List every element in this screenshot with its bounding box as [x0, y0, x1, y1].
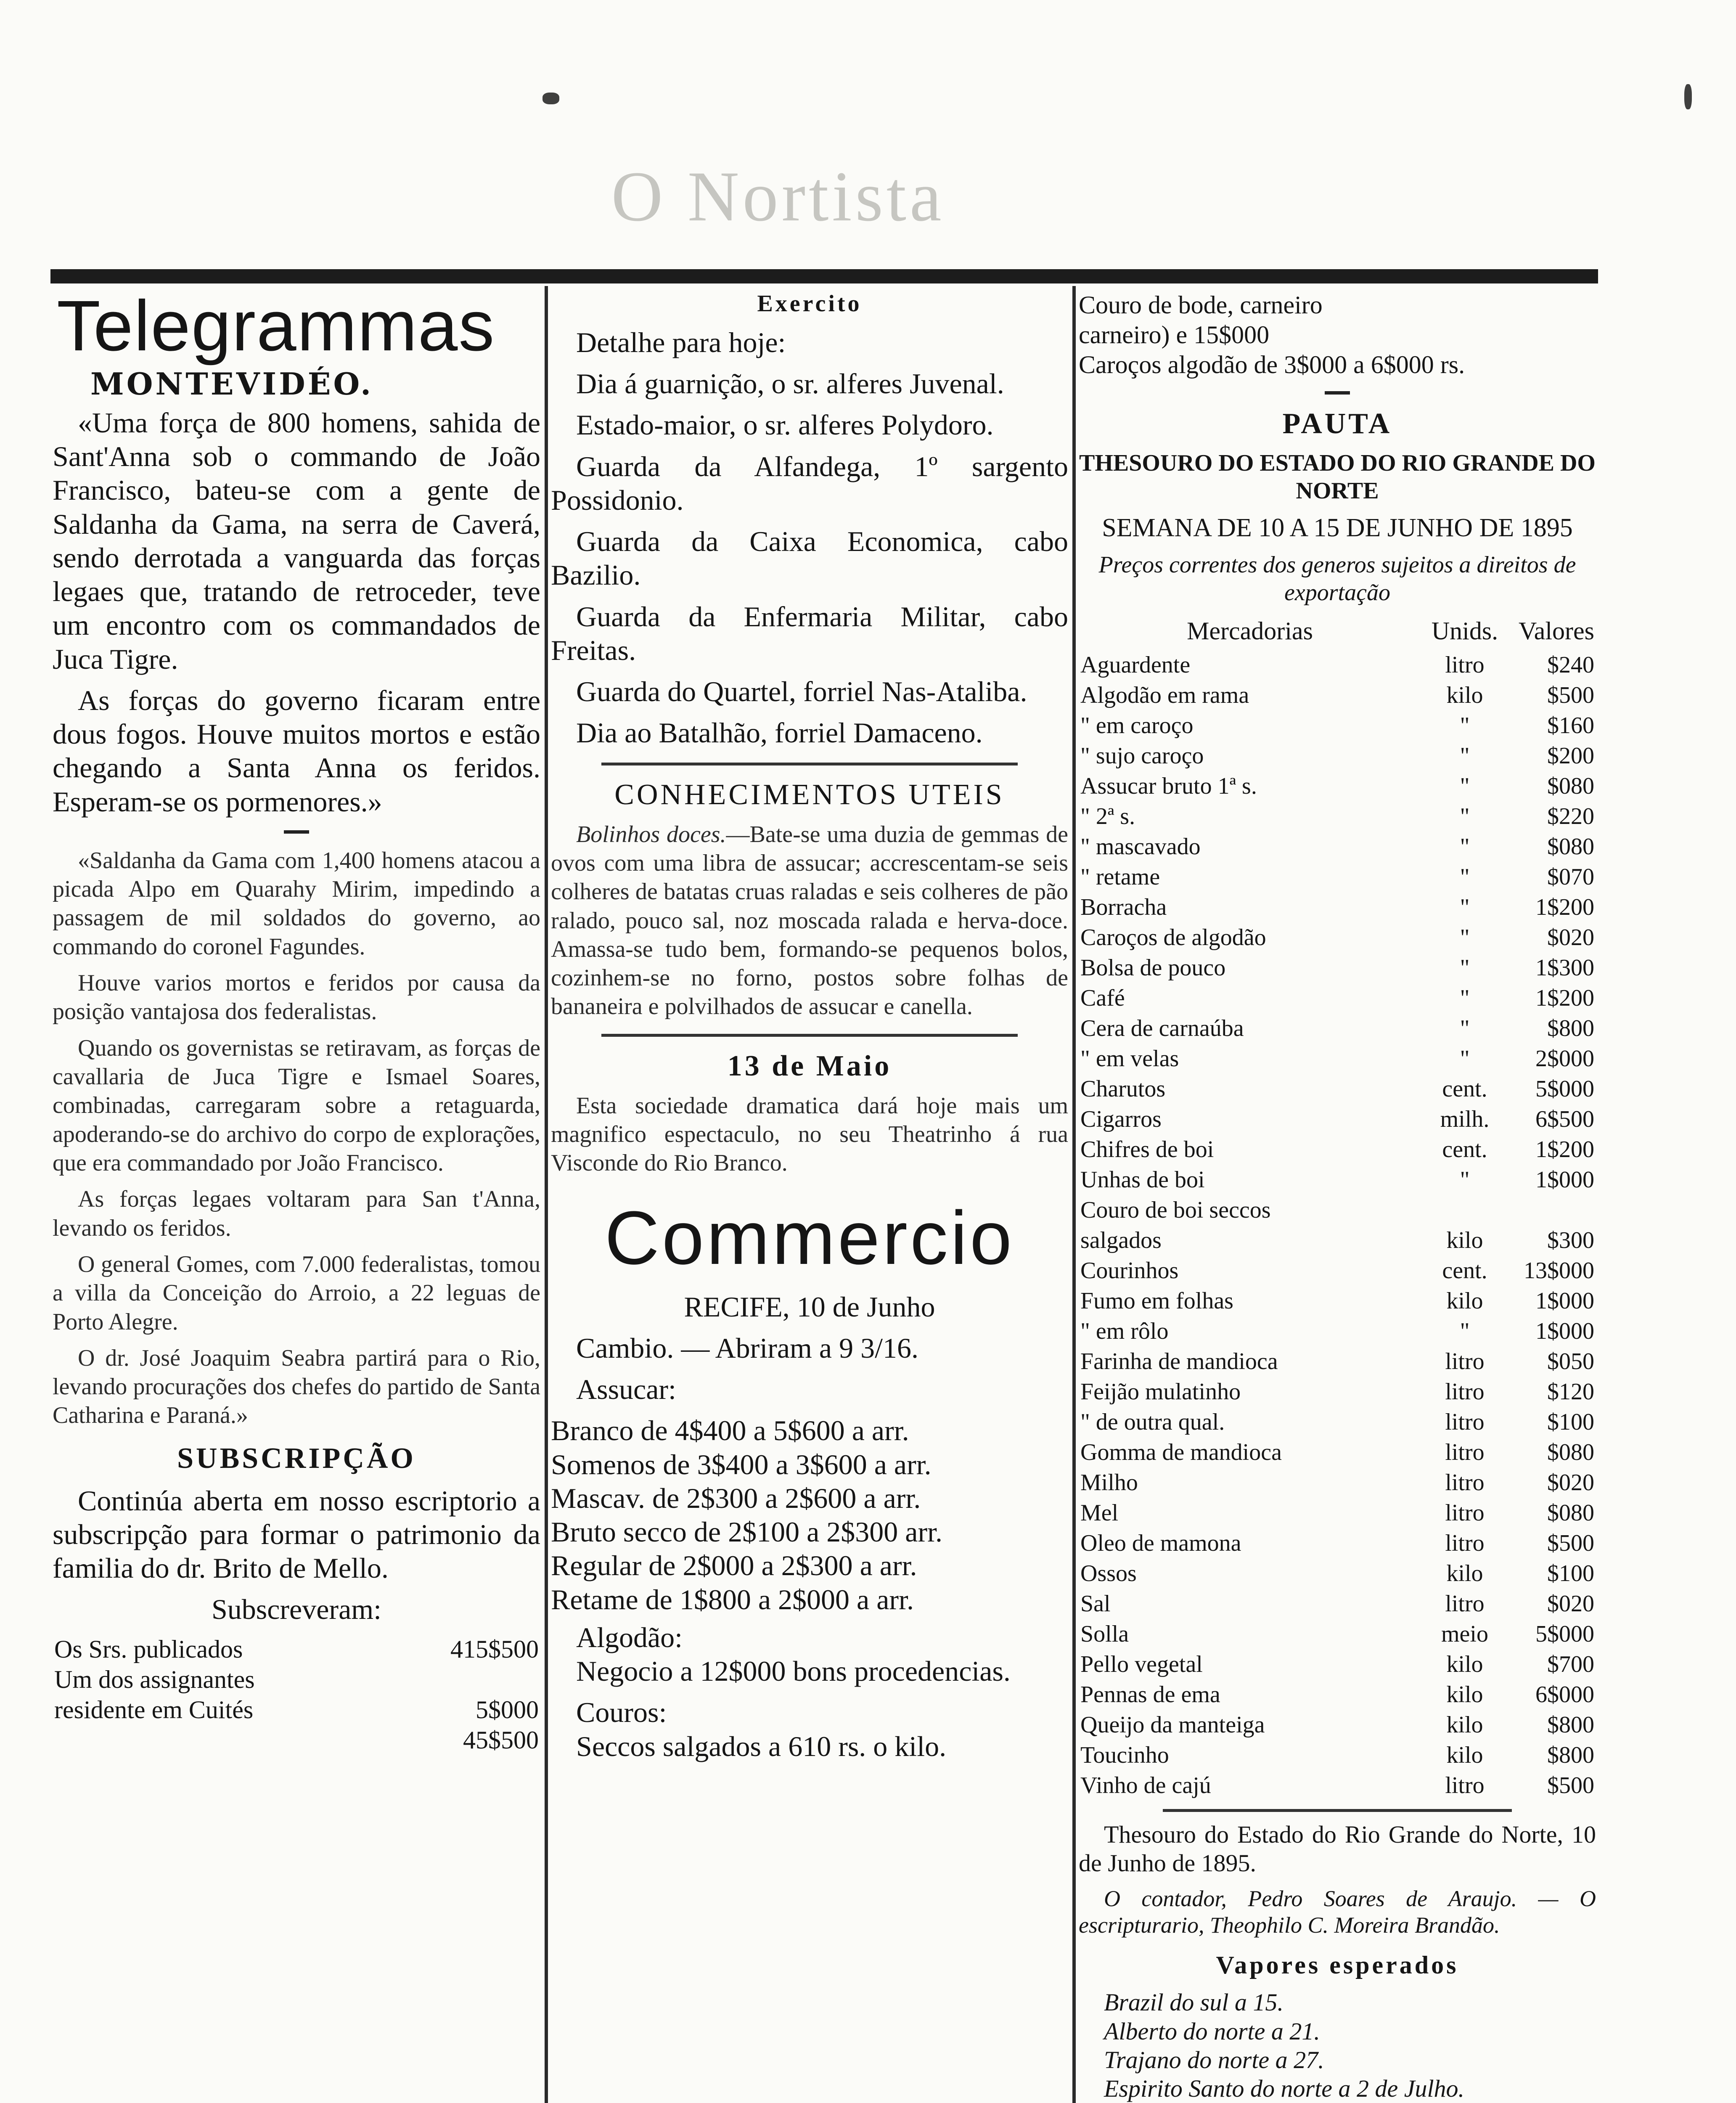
table-row — [1079, 983, 1596, 1013]
unit-cell: litro — [1445, 1499, 1485, 1526]
table-row — [1079, 650, 1596, 680]
table-row — [1079, 1165, 1596, 1195]
commerce-title: Commercio — [604, 1195, 1015, 1280]
value-cell: $100 — [1547, 1409, 1594, 1435]
column-header-unit: Unids. — [1431, 617, 1498, 645]
treasury-signature: O contador, Pedro Soares de Araujo. — O escripturario, Theophilo C. Moreira Brandão. — [1079, 1886, 1596, 1938]
ink-smudge — [542, 93, 559, 104]
section-dash — [1325, 391, 1350, 395]
column-rule-2 — [1072, 286, 1076, 2103]
unit-cell: kilo — [1446, 1287, 1483, 1314]
table-row — [1079, 1316, 1596, 1346]
value-cell: $080 — [1547, 833, 1594, 860]
cotton-text: Negocio a 12$000 bons procedencias. — [576, 1655, 1011, 1687]
value-cell: $800 — [1547, 1711, 1594, 1738]
table-row — [1079, 1346, 1596, 1377]
unit-cell: cent. — [1442, 1075, 1487, 1102]
table-row — [1079, 771, 1596, 801]
subscriber-amount: 45$500 — [463, 1726, 539, 1754]
table-row — [1079, 741, 1596, 771]
unit-cell — [1421, 1195, 1508, 1225]
merchandise-cell: " retame — [1080, 863, 1160, 890]
unit-cell: litro — [1445, 1469, 1485, 1496]
value-cell: 6$500 — [1535, 1106, 1594, 1132]
subscriber-name: residente em Cuités — [54, 1695, 254, 1724]
unit-cell: litro — [1445, 652, 1485, 678]
table-row — [53, 1725, 540, 1755]
section-rule — [1163, 1809, 1512, 1812]
army-duty: Dia á guarnição, o sr. alferes Juvenal. — [576, 368, 1004, 400]
unit-cell: " — [1460, 712, 1470, 739]
table-row — [1079, 1710, 1596, 1740]
table-row — [1079, 1770, 1596, 1801]
value-cell: 5$000 — [1535, 1621, 1594, 1647]
unit-cell: " — [1460, 742, 1470, 769]
merchandise-cell: Solla — [1080, 1621, 1129, 1647]
subscriber-name: Os Srs. publicados — [54, 1635, 243, 1663]
table-row — [1079, 1649, 1596, 1679]
sugar-line: Branco de 4$400 a 5$600 a arr. — [551, 1414, 909, 1447]
subscribed-label: Subscreveram: — [211, 1593, 382, 1626]
telegram-dateline: MONTEVIDÉO. — [90, 366, 374, 402]
army-duty: Guarda da Caixa Economica, cabo Bazilio. — [551, 525, 1068, 591]
merchandise-cell: Café — [1080, 985, 1125, 1011]
unit-cell: kilo — [1446, 1681, 1483, 1708]
unit-cell: " — [1460, 894, 1470, 920]
steamer-entry: Brazil do sul a 15. — [1104, 1989, 1283, 2016]
unit-cell: " — [1460, 1166, 1470, 1193]
merchandise-cell: Chifres de boi — [1080, 1136, 1214, 1163]
steamer-entry: Alberto do norte a 21. — [1104, 2017, 1320, 2045]
sugar-line: Bruto secco de 2$100 a 2$300 arr. — [551, 1516, 942, 1548]
unit-cell: cent. — [1442, 1136, 1487, 1163]
value-cell: $220 — [1547, 803, 1594, 829]
unit-cell: " — [1460, 1015, 1470, 1041]
table-row — [1079, 1679, 1596, 1710]
army-duty: Guarda do Quartel, forriel Nas-Ataliba. — [576, 675, 1027, 708]
column-header-merchandise: Mercadorias — [1187, 617, 1313, 645]
table-row — [1079, 1286, 1596, 1316]
unit-cell: kilo — [1446, 1711, 1483, 1738]
unit-cell: kilo — [1446, 1227, 1483, 1253]
value-cell: $020 — [1547, 1469, 1594, 1496]
telegram-paragraph: «Uma força de 800 homens, sahida de Sant'Anna sob o commando de João Francisco, bateu-se com a gente de Saldanha da Gama, na serra de Caverá, sendo derrotada a vanguarda das forças legaes que, tratando de retroceder, teve um encontro com os commandados de Juca Tigre. — [53, 407, 540, 675]
value-cell: $700 — [1547, 1651, 1594, 1677]
sugar-label: Assucar: — [576, 1373, 676, 1406]
value-cell: $080 — [1547, 1439, 1594, 1465]
merchandise-cell: Toucinho — [1080, 1742, 1169, 1768]
unit-cell: " — [1460, 803, 1470, 829]
merchandise-cell: " em rôlo — [1080, 1318, 1169, 1344]
table-row — [1079, 832, 1596, 862]
army-duty: Estado-maior, o sr. alferes Polydoro. — [576, 409, 994, 441]
value-cell: $120 — [1547, 1378, 1594, 1405]
carryover-line: carneiro) e 15$000 — [1079, 320, 1270, 349]
table-row — [1079, 1528, 1596, 1558]
table-row — [53, 1634, 540, 1664]
value-cell: 1$000 — [1535, 1287, 1594, 1314]
value-cell: 1$300 — [1535, 954, 1594, 981]
merchandise-cell: Sal — [1080, 1590, 1111, 1617]
merchandise-cell: Unhas de boi — [1080, 1166, 1205, 1193]
column-army-commerce — [551, 290, 1068, 1771]
value-cell: 5$000 — [1535, 1075, 1594, 1102]
value-cell: $050 — [1547, 1348, 1594, 1375]
hides-text: Seccos salgados a 610 rs. o kilo. — [576, 1730, 947, 1762]
merchandise-cell: Feijão mulatinho — [1080, 1378, 1241, 1405]
unit-cell: kilo — [1446, 1742, 1483, 1768]
unit-cell: " — [1460, 924, 1470, 951]
merchandise-cell: Farinha de mandioca — [1080, 1348, 1278, 1375]
value-cell: 1$000 — [1535, 1166, 1594, 1193]
newspaper-masthead: O Nortista — [611, 157, 945, 236]
value-cell: $240 — [1547, 652, 1594, 678]
ink-smudge — [1684, 84, 1692, 109]
unit-cell: meio — [1441, 1621, 1488, 1647]
table-row — [1079, 1104, 1596, 1134]
telegram-paragraph: Quando os governistas se retiravam, as forças de cavallaria de Juca Tigre e Ismael Soares, combinadas, carregaram sobre a retaguarda, apoderando-se do archivo do corpo de explorações, que era commandado por João Francisco. — [53, 1035, 540, 1176]
merchandise-cell: Queijo da manteiga — [1080, 1711, 1265, 1738]
masthead-rule — [50, 269, 1598, 283]
table-row — [53, 1695, 540, 1725]
table-row — [53, 1664, 540, 1695]
unit-cell: litro — [1445, 1348, 1485, 1375]
prices-subheading: Preços correntes dos generos sujeitos a direitos de exportação — [1098, 551, 1576, 606]
table-row — [1079, 953, 1596, 983]
value-cell: 1$200 — [1535, 1136, 1594, 1163]
merchandise-cell: " de outra qual. — [1080, 1409, 1225, 1435]
column-telegrams — [53, 290, 540, 1755]
value-cell: $020 — [1547, 924, 1594, 951]
table-row — [1079, 1740, 1596, 1770]
value-cell: 1$000 — [1535, 1318, 1594, 1344]
table-row — [1079, 1044, 1596, 1074]
unit-cell: milh. — [1440, 1106, 1490, 1132]
commerce-cambio: Cambio. — Abriram a 9 3/16. — [576, 1332, 919, 1364]
merchandise-cell: Milho — [1080, 1469, 1138, 1496]
recipe-paragraph — [551, 820, 1068, 1021]
telegram-paragraph: O dr. José Joaquim Seabra partirá para o Rio, levando procurações dos chefes do partido de Santa Catharina e Paraná.» — [53, 1345, 540, 1429]
table-row — [1079, 1467, 1596, 1498]
value-cell: $080 — [1547, 773, 1594, 799]
table-row — [1079, 1377, 1596, 1407]
unit-cell: kilo — [1446, 1560, 1483, 1587]
merchandise-cell: Ossos — [1080, 1560, 1137, 1587]
table-row — [1079, 1498, 1596, 1528]
tariff-table — [1079, 614, 1596, 1801]
sugar-line: Somenos de 3$400 a 3$600 a arr. — [551, 1448, 932, 1481]
section-rule — [601, 1034, 1018, 1037]
value-cell: 1$200 — [1535, 894, 1594, 920]
hides-label: Couros: — [576, 1696, 667, 1729]
telegram-paragraph: Houve varios mortos e feridos por causa da posição vantajosa dos federalistas. — [53, 970, 540, 1025]
table-row — [1079, 1619, 1596, 1649]
army-duty: Guarda da Alfandega, 1º sargento Possidonio. — [551, 450, 1068, 516]
unit-cell: litro — [1445, 1378, 1485, 1405]
carryover-line: Couro de bode, carneiro — [1079, 291, 1323, 319]
unit-cell: litro — [1445, 1439, 1485, 1465]
value-cell: $800 — [1547, 1015, 1594, 1041]
merchandise-cell: Pennas de ema — [1080, 1681, 1220, 1708]
table-row — [1079, 922, 1596, 953]
unit-cell: " — [1460, 954, 1470, 981]
table-row — [1079, 862, 1596, 892]
merchandise-cell: " sujo caroço — [1080, 742, 1204, 769]
value-cell — [1508, 1195, 1596, 1225]
subscriber-amount: 415$500 — [450, 1635, 539, 1663]
unit-cell: kilo — [1446, 682, 1483, 708]
subscription-title: SUBSCRIPÇÃO — [177, 1442, 416, 1475]
sugar-line: Retame de 1$800 a 2$000 a arr. — [551, 1583, 914, 1616]
unit-cell: litro — [1445, 1409, 1485, 1435]
table-row — [1079, 1013, 1596, 1044]
commerce-dateline: RECIFE, 10 de Junho — [684, 1290, 935, 1323]
merchandise-cell: Gomma de mandioca — [1080, 1439, 1282, 1465]
merchandise-cell: " mascavado — [1080, 833, 1201, 860]
army-duty: Guarda da Enfermaria Militar, cabo Freitas. — [551, 600, 1068, 666]
treasury-footer: Thesouro do Estado do Rio Grande do Norte, 10 de Junho de 1895. — [1079, 1820, 1596, 1877]
cotton-label: Algodão: — [576, 1621, 683, 1653]
value-cell: $500 — [1547, 1772, 1594, 1798]
sugar-line: Regular de 2$000 a 2$300 a arr. — [551, 1549, 917, 1582]
telegram-paragraph: As forças legaes voltaram para San t'Anna, levando os feridos. — [53, 1186, 540, 1241]
useful-knowledge-title: CONHECIMENTOS UTEIS — [614, 778, 1005, 811]
week-heading: SEMANA DE 10 A 15 DE JUNHO DE 1895 — [1102, 513, 1573, 542]
value-cell: $300 — [1547, 1227, 1594, 1253]
unit-cell: litro — [1445, 1772, 1485, 1798]
subscriber-name: Um dos assignantes — [54, 1665, 255, 1693]
table-row — [1079, 1407, 1596, 1437]
value-cell: 13$000 — [1524, 1257, 1594, 1284]
unit-cell: litro — [1445, 1530, 1485, 1556]
sugar-line: Mascav. de 2$300 a 2$600 a arr. — [551, 1482, 921, 1514]
value-cell: $100 — [1547, 1560, 1594, 1587]
table-row — [1079, 1074, 1596, 1104]
value-cell: 6$000 — [1535, 1681, 1594, 1708]
table-row — [1079, 710, 1596, 741]
column-tariff — [1079, 290, 1596, 2103]
merchandise-cell: Couro de boi seccos — [1080, 1197, 1271, 1223]
army-detail-title: Detalhe para hoje: — [576, 326, 786, 358]
merchandise-cell: " 2ª s. — [1080, 803, 1135, 829]
unit-cell: " — [1460, 1045, 1470, 1072]
value-cell: $200 — [1547, 742, 1594, 769]
subscriber-name — [53, 1725, 449, 1755]
telegram-paragraph: «Saldanha da Gama com 1,400 homens atacou a picada Alpo em Quarahy Mirim, impedindo a passagem de mil soldados do governo, ao commando do coronel Fagundes. — [53, 847, 540, 960]
merchandise-cell: Algodão em rama — [1080, 682, 1249, 708]
telegram-paragraph: O general Gomes, com 7.000 federalistas, tomou a villa da Conceição do Arroio, a 22 leguas de Porto Alegre. — [53, 1251, 540, 1335]
table-row — [1079, 1255, 1596, 1286]
merchandise-cell: Cigarros — [1080, 1106, 1162, 1132]
tariff-table-body — [1079, 650, 1596, 1801]
value-cell: $800 — [1547, 1742, 1594, 1768]
section-rule — [601, 763, 1018, 765]
table-row — [1079, 1225, 1596, 1255]
table-header-row — [1079, 614, 1596, 650]
table-row — [1079, 801, 1596, 832]
merchandise-cell: Charutos — [1080, 1075, 1166, 1102]
merchandise-cell: Borracha — [1080, 894, 1167, 920]
merchandise-cell: Courinhos — [1080, 1257, 1179, 1284]
table-row — [1079, 680, 1596, 710]
value-cell: $080 — [1547, 1499, 1594, 1526]
carryover-line: Caroços algodão de 3$000 a 6$000 rs. — [1079, 350, 1465, 379]
subscriber-amount — [449, 1664, 540, 1695]
value-cell: $500 — [1547, 682, 1594, 708]
merchandise-cell: salgados — [1080, 1227, 1162, 1253]
merchandise-cell: " em caroço — [1080, 712, 1194, 739]
column-header-value: Valores — [1519, 617, 1594, 645]
table-row — [1079, 1195, 1596, 1225]
subscription-text: Continúa aberta em nosso escriptorio a subscripção para formar o patrimonio da familia do dr. Brito de Mello. — [53, 1484, 540, 1584]
column-rule-1 — [545, 286, 548, 2103]
table-row — [1079, 1589, 1596, 1619]
telegrams-title: Telegrammas — [57, 290, 495, 366]
steamer-entry: Espirito Santo do norte a 2 de Julho. — [1104, 2075, 1465, 2103]
merchandise-cell: Assucar bruto 1ª s. — [1080, 773, 1257, 799]
merchandise-cell: " em velas — [1080, 1045, 1179, 1072]
unit-cell: " — [1460, 833, 1470, 860]
club-text: Esta sociedade dramatica dará hoje mais um magnifico espectaculo, no seu Theatrinho á rua Visconde do Rio Branco. — [551, 1092, 1068, 1176]
army-duty: Dia ao Batalhão, forriel Damaceno. — [576, 717, 983, 749]
value-cell: 2$000 — [1535, 1045, 1594, 1072]
value-cell: $070 — [1547, 863, 1594, 890]
table-row — [1079, 1558, 1596, 1589]
value-cell: $500 — [1547, 1530, 1594, 1556]
tariff-title: PAUTA — [1282, 408, 1392, 440]
steamers-title: Vapores esperados — [1216, 1951, 1459, 1979]
club-title: 13 de Maio — [727, 1049, 892, 1082]
merchandise-cell: Fumo em folhas — [1080, 1287, 1233, 1314]
unit-cell: cent. — [1442, 1257, 1487, 1284]
merchandise-cell: Mel — [1080, 1499, 1119, 1526]
unit-cell: " — [1460, 1318, 1470, 1344]
treasury-heading: THESOURO DO ESTADO DO RIO GRANDE DO NORTE — [1079, 450, 1596, 504]
unit-cell: " — [1460, 863, 1470, 890]
subscriber-amount: 5$000 — [476, 1695, 539, 1724]
table-row — [1079, 1134, 1596, 1165]
merchandise-cell: Aguardente — [1080, 652, 1191, 678]
section-dash — [284, 830, 309, 834]
merchandise-cell: Cera de carnaúba — [1080, 1015, 1244, 1041]
unit-cell: " — [1460, 985, 1470, 1011]
recipe-text: —Bate-se uma duzia de gemmas de ovos com uma libra de assucar; accrescentam-se seis colheres de batatas cruas raladas e seis colheres de pão ralado, pouco sal, noz moscada ralada e herva-doce. Amassa-se tudo bem, formando-se pequenos bolos, cozinhem-se no forno, postos sobre folhas de bananeira e polvilhados de assucar e canella. — [551, 821, 1068, 1020]
merchandise-cell: Oleo de mamona — [1080, 1530, 1241, 1556]
telegram-paragraph: As forças do governo ficaram entre dous fogos. Houve muitos mortos e estão chegando a Santa Anna os feridos. Esperam-se os pormenores.» — [53, 684, 540, 818]
table-row — [1079, 1437, 1596, 1467]
merchandise-cell: Vinho de cajú — [1080, 1772, 1211, 1798]
value-cell: $020 — [1547, 1590, 1594, 1617]
army-header: Exercito — [757, 291, 862, 317]
value-cell: $160 — [1547, 712, 1594, 739]
unit-cell: kilo — [1446, 1651, 1483, 1677]
merchandise-cell: Pello vegetal — [1080, 1651, 1203, 1677]
table-row — [1079, 892, 1596, 922]
value-cell: 1$200 — [1535, 985, 1594, 1011]
merchandise-cell: Caroços de algodão — [1080, 924, 1266, 951]
unit-cell: " — [1460, 773, 1470, 799]
unit-cell: litro — [1445, 1590, 1485, 1617]
merchandise-cell: Bolsa de pouco — [1080, 954, 1226, 981]
recipe-name: Bolinhos doces. — [576, 821, 726, 848]
steamer-entry: Trajano do norte a 27. — [1104, 2046, 1324, 2074]
subscribers-table — [53, 1634, 540, 1755]
